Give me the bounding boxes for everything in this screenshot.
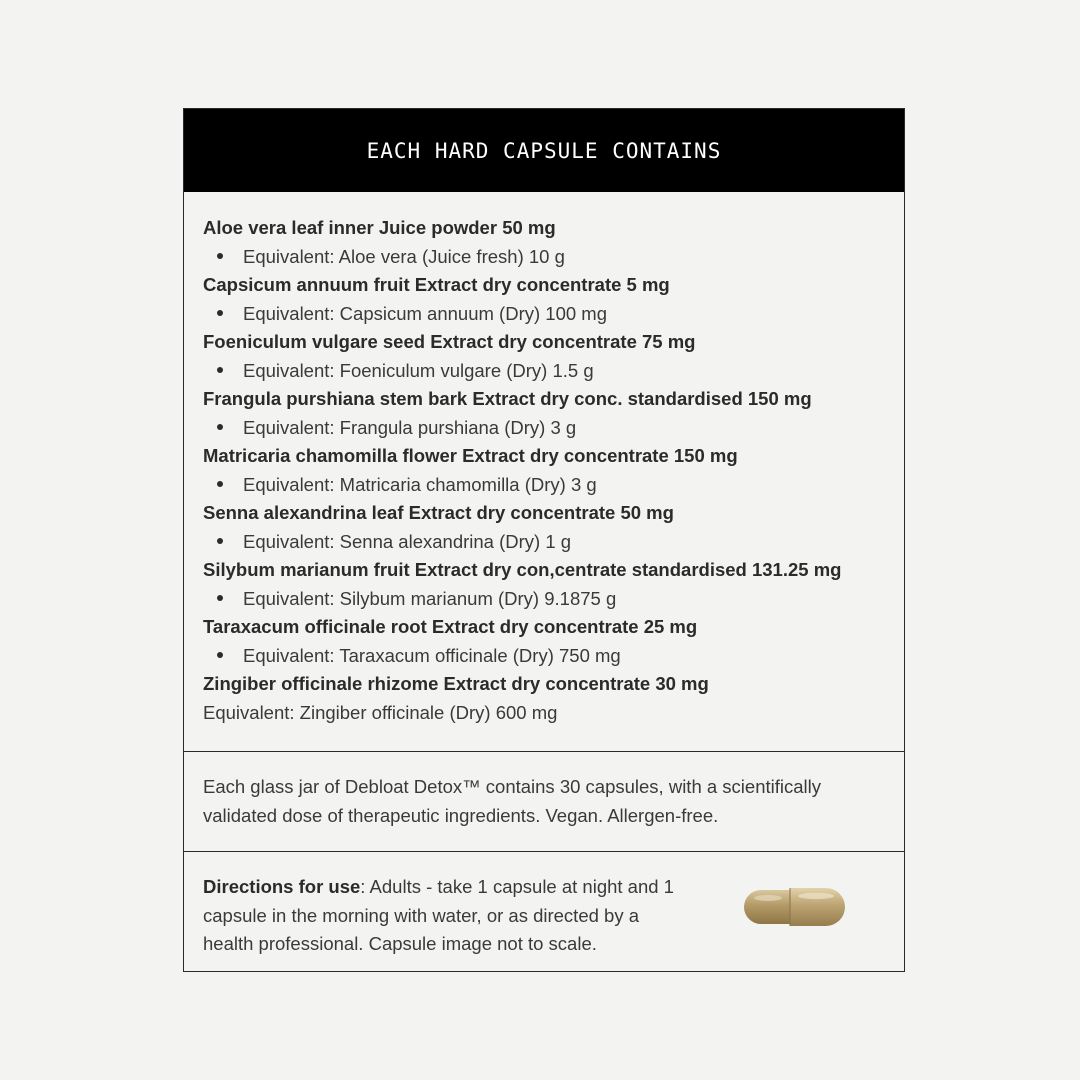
- panel-header: [184, 109, 904, 192]
- panel-title: EACH HARD CAPSULE CONTAINS: [366, 138, 722, 163]
- capsule-icon: [740, 886, 846, 928]
- ingredient-equivalent: Equivalent: Taraxacum officinale (Dry) 750 mg: [203, 642, 885, 671]
- directions-text: [203, 873, 693, 959]
- ingredient-equivalent: Equivalent: Senna alexandrina (Dry) 1 g: [203, 528, 885, 557]
- ingredient-name: Taraxacum officinale root Extract dry concentrate 25 mg: [203, 616, 698, 637]
- capsule-contents-panel: [183, 108, 905, 972]
- ingredient-equivalent: Equivalent: Silybum marianum (Dry) 9.1875 g: [203, 585, 885, 614]
- ingredients-list: [184, 192, 904, 752]
- directions-label: Directions for use: [203, 876, 361, 897]
- ingredient-equivalent: Equivalent: Frangula purshiana (Dry) 3 g: [203, 414, 885, 443]
- ingredient-equivalent: Equivalent: Matricaria chamomilla (Dry) 3 g: [203, 471, 885, 500]
- directions-body: : Adults - take 1 capsule at night and 1 capsule in the morning with water, or as directed by a health professional. Capsule image not to scale.: [203, 876, 674, 954]
- ingredient-name: Silybum marianum fruit Extract dry con,centrate standardised 131.25 mg: [203, 559, 842, 580]
- ingredient-name: Zingiber officinale rhizome Extract dry concentrate 30 mg: [203, 673, 709, 694]
- ingredient-name: Aloe vera leaf inner Juice powder 50 mg: [203, 217, 556, 238]
- ingredient-equivalent: Equivalent: Zingiber officinale (Dry) 600 mg: [203, 701, 558, 723]
- jar-info-section: [184, 752, 904, 852]
- ingredient-name: Senna alexandrina leaf Extract dry concentrate 50 mg: [203, 502, 674, 523]
- ingredient-equivalent: Equivalent: Foeniculum vulgare (Dry) 1.5 g: [203, 357, 885, 386]
- ingredient-equivalent: Equivalent: Capsicum annuum (Dry) 100 mg: [203, 300, 885, 329]
- directions-section: [184, 852, 904, 971]
- ingredient-name: Foeniculum vulgare seed Extract dry concentrate 75 mg: [203, 331, 696, 352]
- ingredient-name: Matricaria chamomilla flower Extract dry concentrate 150 mg: [203, 445, 738, 466]
- ingredient-name: Capsicum annuum fruit Extract dry concentrate 5 mg: [203, 274, 670, 295]
- jar-info-text: Each glass jar of Debloat Detox™ contains 30 capsules, with a scientifically validated dose of therapeutic ingredients. Vegan. Allergen-free.: [203, 776, 821, 826]
- ingredient-equivalent: Equivalent: Aloe vera (Juice fresh) 10 g: [203, 243, 885, 272]
- ingredient-name: Frangula purshiana stem bark Extract dry conc. standardised 150 mg: [203, 388, 812, 409]
